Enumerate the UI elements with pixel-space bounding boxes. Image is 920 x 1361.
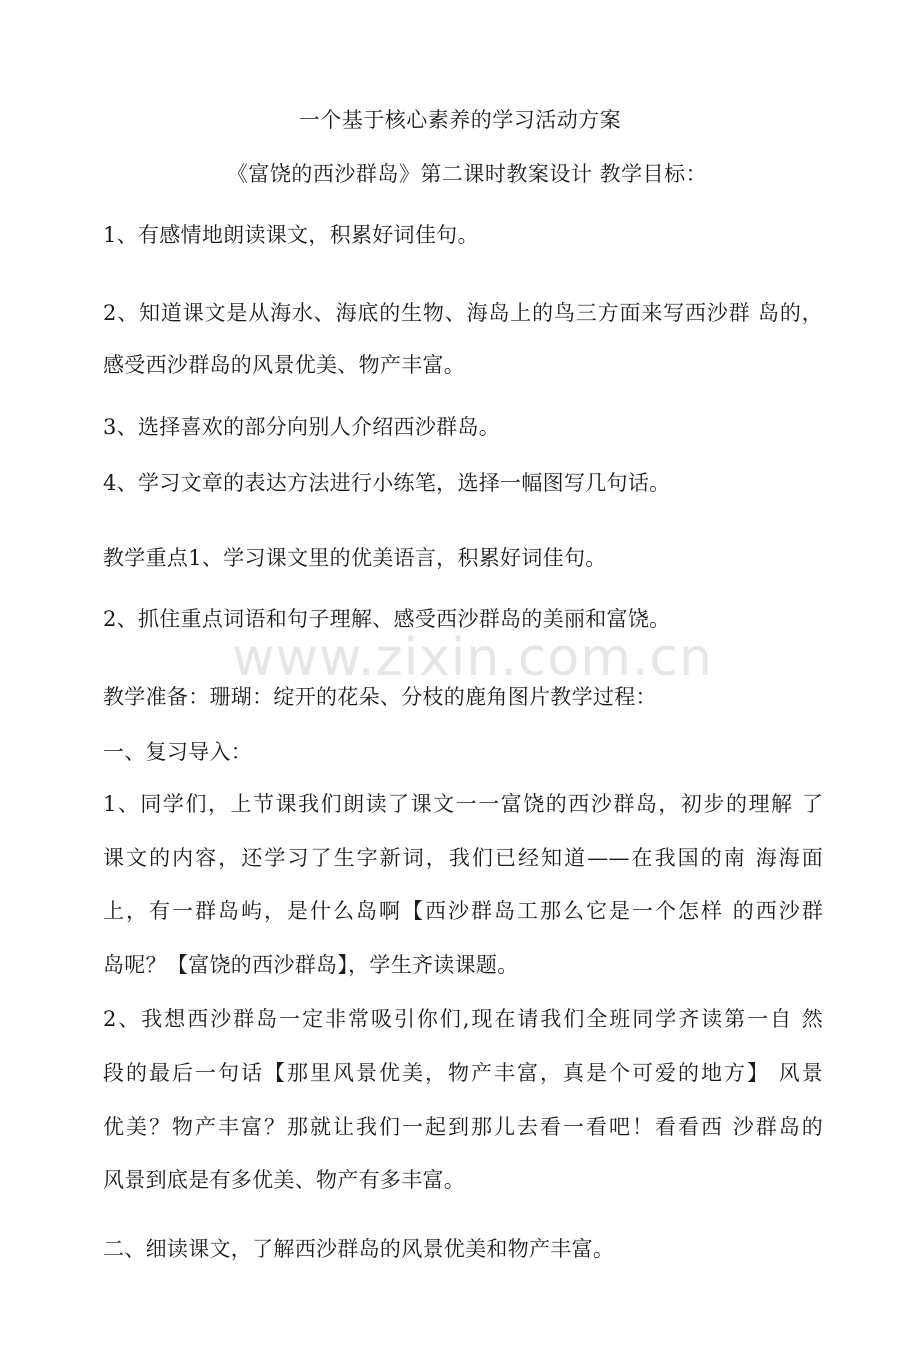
paragraph-line: 优美？物产丰富？那就让我们一起到那儿去看一看吧！看看西 沙群岛的	[103, 1115, 823, 1139]
paragraph-line: 段的最后一句话【那里风景优美，物产丰富，真是个可爱的地方】 风景	[103, 1061, 823, 1085]
document-title: 一个基于核心素养的学习活动方案	[298, 108, 622, 132]
paragraph-line: 4、学习文章的表达方法进行小练笔，选择一幅图写几句话。	[103, 471, 671, 495]
paragraph-line: 1、有感情地朗读课文，积累好词佳句。	[103, 223, 479, 247]
paragraph-line: 一、复习导入：	[103, 740, 253, 764]
paragraph-line: 上，有一群岛屿，是什么岛啊【西沙群岛工那么它是一个怎样 的西沙群	[103, 899, 823, 923]
paragraph-line: 2、我想西沙群岛一定非常吸引你们,现在请我们全班同学齐读第一自 然	[103, 1007, 823, 1031]
paragraph-line: 课文的内容，还学习了生字新词，我们已经知道——在我国的南 海海面	[103, 846, 823, 870]
paragraph-line: 2、抓住重点词语和句子理解、感受西沙群岛的美丽和富饶。	[103, 607, 671, 631]
paragraph-line: 教学重点1、学习课文里的优美语言，积累好词佳句。	[103, 546, 607, 570]
paragraph-line: 2、知道课文是从海水、海底的生物、海岛上的鸟三方面来写西沙群 岛的，	[103, 301, 823, 325]
paragraph-line: 风景到底是有多优美、物产有多丰富。	[103, 1168, 466, 1192]
paragraph-line: 教学准备：珊瑚：绽开的花朵、分枝的鹿角图片教学过程：	[103, 685, 657, 709]
paragraph-line: 感受西沙群岛的风景优美、物产丰富。	[103, 353, 466, 377]
paragraph-line: 岛呢？【富饶的西沙群岛】，学生齐读课题。	[103, 953, 519, 977]
paragraph-line: 1、同学们，上节课我们朗读了课文一一富饶的西沙群岛，初步的理解 了	[103, 792, 823, 816]
paragraph-line: 二、细读课文，了解西沙群岛的风景优美和物产丰富。	[103, 1237, 615, 1261]
watermark: www.zixin.com.cn	[232, 628, 713, 688]
document-subtitle: 《富饶的西沙群岛》第二课时教案设计 教学目标：	[226, 162, 708, 186]
paragraph-line: 3、选择喜欢的部分向别人介绍西沙群岛。	[103, 415, 501, 439]
